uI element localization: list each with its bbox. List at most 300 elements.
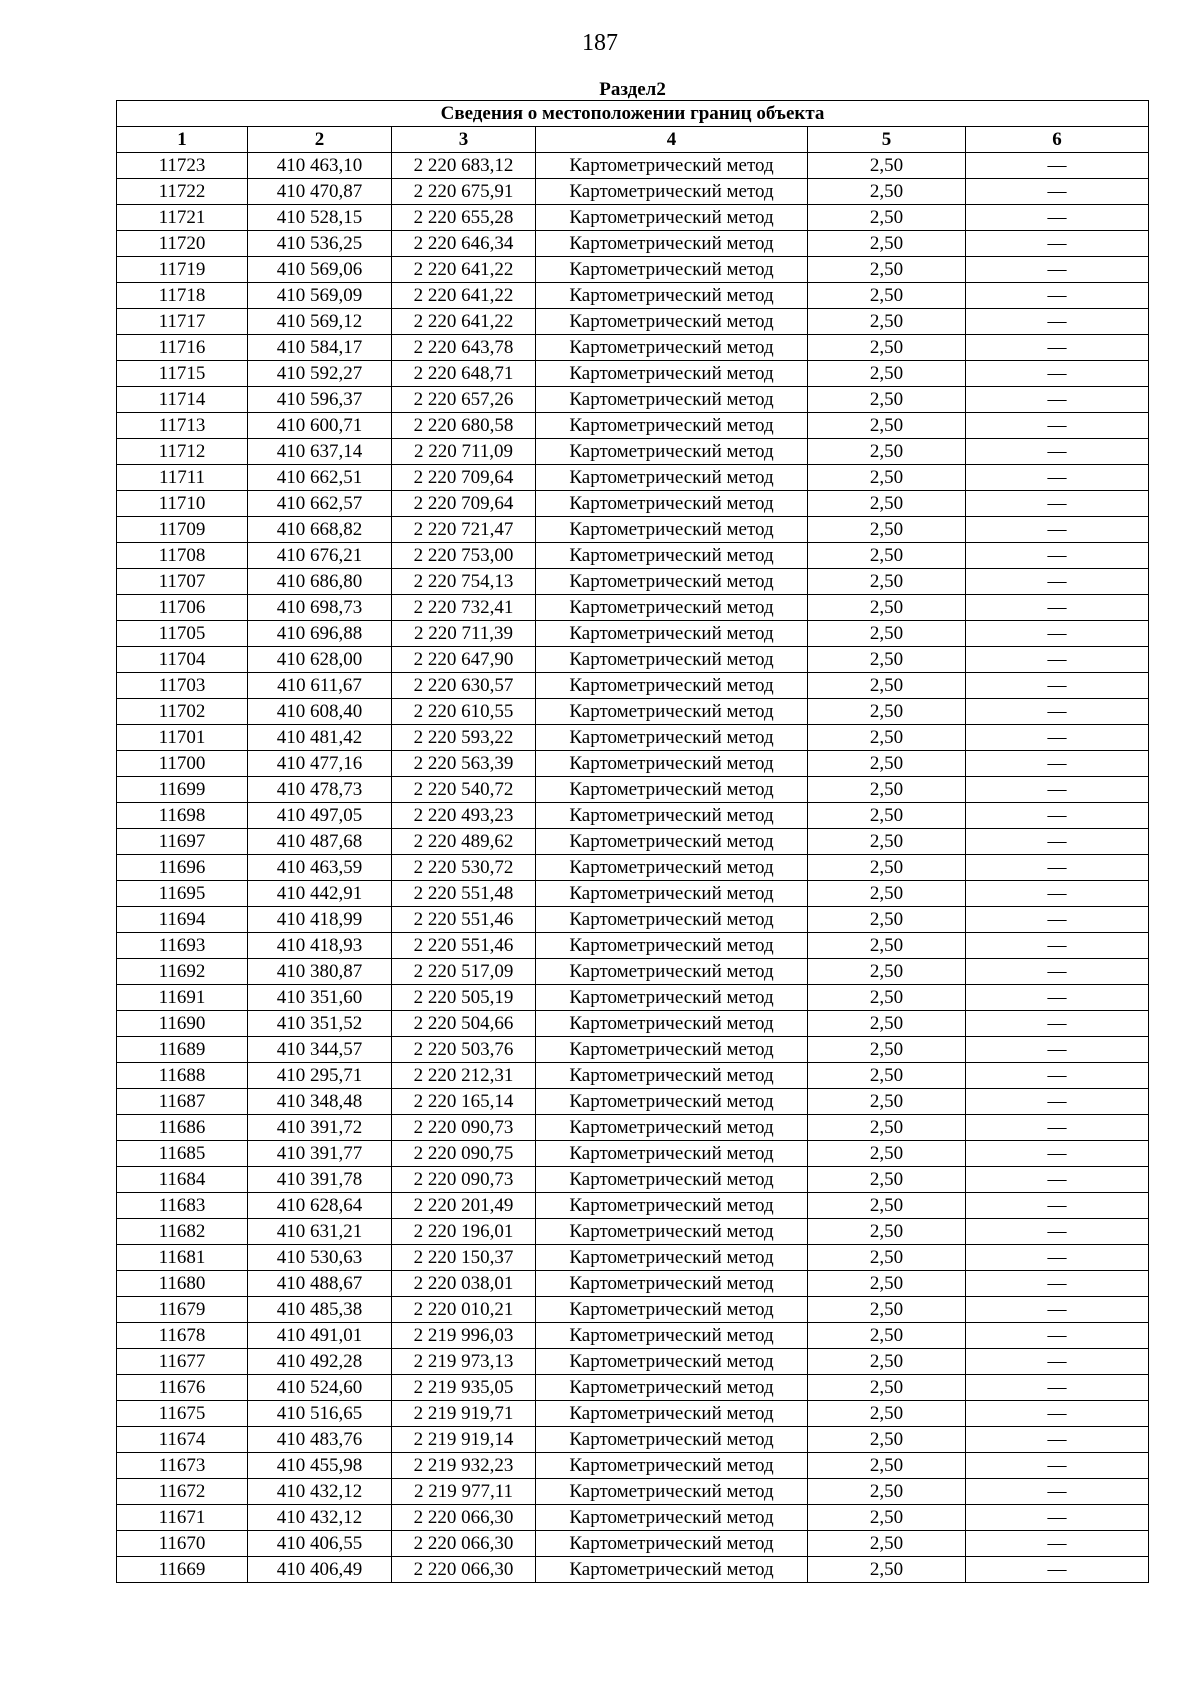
point-number-cell: 11697 [117, 829, 248, 855]
table-row [117, 1063, 1149, 1089]
note-cell: — [966, 1141, 1149, 1167]
boundary-coordinates-table [116, 80, 1149, 1583]
note-cell: — [966, 1323, 1149, 1349]
y-coordinate-cell: 2 220 504,66 [392, 1011, 536, 1037]
x-coordinate-cell: 410 528,15 [248, 205, 392, 231]
y-coordinate-cell: 2 220 655,28 [392, 205, 536, 231]
method-cell: Картометрический метод [536, 569, 808, 595]
y-coordinate-cell: 2 219 935,05 [392, 1375, 536, 1401]
y-coordinate-cell: 2 220 753,00 [392, 543, 536, 569]
y-coordinate-cell: 2 220 493,23 [392, 803, 536, 829]
table-row [117, 231, 1149, 257]
x-coordinate-cell: 410 406,55 [248, 1531, 392, 1557]
note-cell: — [966, 881, 1149, 907]
x-coordinate-cell: 410 698,73 [248, 595, 392, 621]
table-row [117, 1323, 1149, 1349]
note-cell: — [966, 1245, 1149, 1271]
x-coordinate-cell: 410 432,12 [248, 1505, 392, 1531]
note-cell: — [966, 257, 1149, 283]
table-row [117, 777, 1149, 803]
table-row [117, 933, 1149, 959]
accuracy-cell: 2,50 [808, 179, 966, 205]
method-cell: Картометрический метод [536, 803, 808, 829]
y-coordinate-cell: 2 220 683,12 [392, 153, 536, 179]
section-title: Раздел2 [599, 80, 666, 100]
point-number-cell: 11676 [117, 1375, 248, 1401]
x-coordinate-cell: 410 637,14 [248, 439, 392, 465]
table-row [117, 205, 1149, 231]
x-coordinate-cell: 410 418,99 [248, 907, 392, 933]
note-cell: — [966, 725, 1149, 751]
accuracy-cell: 2,50 [808, 985, 966, 1011]
table-row [117, 751, 1149, 777]
point-number-cell: 11721 [117, 205, 248, 231]
table-row [117, 1427, 1149, 1453]
accuracy-cell: 2,50 [808, 1479, 966, 1505]
note-cell: — [966, 517, 1149, 543]
x-coordinate-cell: 410 492,28 [248, 1349, 392, 1375]
y-coordinate-cell: 2 220 066,30 [392, 1557, 536, 1583]
table-row [117, 595, 1149, 621]
y-coordinate-cell: 2 220 732,41 [392, 595, 536, 621]
y-coordinate-cell: 2 220 711,09 [392, 439, 536, 465]
y-coordinate-cell: 2 220 212,31 [392, 1063, 536, 1089]
column-header: 1 [117, 127, 248, 153]
table-row [117, 491, 1149, 517]
accuracy-cell: 2,50 [808, 1271, 966, 1297]
method-cell: Картометрический метод [536, 881, 808, 907]
accuracy-cell: 2,50 [808, 1245, 966, 1271]
note-cell: — [966, 1271, 1149, 1297]
point-number-cell: 11696 [117, 855, 248, 881]
note-cell: — [966, 387, 1149, 413]
accuracy-cell: 2,50 [808, 517, 966, 543]
column-header: 6 [966, 127, 1149, 153]
y-coordinate-cell: 2 220 648,71 [392, 361, 536, 387]
method-cell: Картометрический метод [536, 543, 808, 569]
x-coordinate-cell: 410 483,76 [248, 1427, 392, 1453]
point-number-cell: 11670 [117, 1531, 248, 1557]
point-number-cell: 11712 [117, 439, 248, 465]
note-cell: — [966, 1349, 1149, 1375]
column-header: 3 [392, 127, 536, 153]
y-coordinate-cell: 2 220 610,55 [392, 699, 536, 725]
point-number-cell: 11708 [117, 543, 248, 569]
x-coordinate-cell: 410 463,59 [248, 855, 392, 881]
point-number-cell: 11702 [117, 699, 248, 725]
point-number-cell: 11693 [117, 933, 248, 959]
table-row [117, 1271, 1149, 1297]
y-coordinate-cell: 2 219 996,03 [392, 1323, 536, 1349]
column-header: 5 [808, 127, 966, 153]
x-coordinate-cell: 410 608,40 [248, 699, 392, 725]
point-number-cell: 11672 [117, 1479, 248, 1505]
y-coordinate-cell: 2 220 647,90 [392, 647, 536, 673]
x-coordinate-cell: 410 380,87 [248, 959, 392, 985]
note-cell: — [966, 1115, 1149, 1141]
method-cell: Картометрический метод [536, 387, 808, 413]
x-coordinate-cell: 410 516,65 [248, 1401, 392, 1427]
x-coordinate-cell: 410 596,37 [248, 387, 392, 413]
point-number-cell: 11674 [117, 1427, 248, 1453]
x-coordinate-cell: 410 487,68 [248, 829, 392, 855]
note-cell: — [966, 1531, 1149, 1557]
section-title-row [117, 80, 1149, 101]
point-number-cell: 11675 [117, 1401, 248, 1427]
method-cell: Картометрический метод [536, 1453, 808, 1479]
y-coordinate-cell: 2 220 517,09 [392, 959, 536, 985]
y-coordinate-cell: 2 220 505,19 [392, 985, 536, 1011]
y-coordinate-cell: 2 220 503,76 [392, 1037, 536, 1063]
table-row [117, 257, 1149, 283]
accuracy-cell: 2,50 [808, 673, 966, 699]
method-cell: Картометрический метод [536, 1219, 808, 1245]
table-row [117, 283, 1149, 309]
accuracy-cell: 2,50 [808, 1115, 966, 1141]
point-number-cell: 11707 [117, 569, 248, 595]
accuracy-cell: 2,50 [808, 1349, 966, 1375]
method-cell: Картометрический метод [536, 1479, 808, 1505]
x-coordinate-cell: 410 592,27 [248, 361, 392, 387]
table-row [117, 361, 1149, 387]
x-coordinate-cell: 410 442,91 [248, 881, 392, 907]
y-coordinate-cell: 2 220 489,62 [392, 829, 536, 855]
y-coordinate-cell: 2 220 680,58 [392, 413, 536, 439]
accuracy-cell: 2,50 [808, 1089, 966, 1115]
x-coordinate-cell: 410 497,05 [248, 803, 392, 829]
point-number-cell: 11679 [117, 1297, 248, 1323]
x-coordinate-cell: 410 524,60 [248, 1375, 392, 1401]
note-cell: — [966, 1401, 1149, 1427]
note-cell: — [966, 907, 1149, 933]
note-cell: — [966, 621, 1149, 647]
note-cell: — [966, 751, 1149, 777]
column-header: 4 [536, 127, 808, 153]
accuracy-cell: 2,50 [808, 491, 966, 517]
method-cell: Картометрический метод [536, 933, 808, 959]
point-number-cell: 11718 [117, 283, 248, 309]
method-cell: Картометрический метод [536, 153, 808, 179]
method-cell: Картометрический метод [536, 1271, 808, 1297]
table-row [117, 725, 1149, 751]
accuracy-cell: 2,50 [808, 153, 966, 179]
method-cell: Картометрический метод [536, 1505, 808, 1531]
x-coordinate-cell: 410 478,73 [248, 777, 392, 803]
x-coordinate-cell: 410 696,88 [248, 621, 392, 647]
note-cell: — [966, 1427, 1149, 1453]
y-coordinate-cell: 2 220 201,49 [392, 1193, 536, 1219]
table-title: Сведения о местоположении границ объекта [117, 101, 1149, 127]
point-number-cell: 11690 [117, 1011, 248, 1037]
x-coordinate-cell: 410 470,87 [248, 179, 392, 205]
table-row [117, 1349, 1149, 1375]
point-number-cell: 11678 [117, 1323, 248, 1349]
note-cell: — [966, 205, 1149, 231]
method-cell: Картометрический метод [536, 1141, 808, 1167]
accuracy-cell: 2,50 [808, 335, 966, 361]
method-cell: Картометрический метод [536, 1557, 808, 1583]
accuracy-cell: 2,50 [808, 699, 966, 725]
accuracy-cell: 2,50 [808, 543, 966, 569]
note-cell: — [966, 1193, 1149, 1219]
accuracy-cell: 2,50 [808, 1505, 966, 1531]
table-row [117, 1167, 1149, 1193]
method-cell: Картометрический метод [536, 1167, 808, 1193]
x-coordinate-cell: 410 295,71 [248, 1063, 392, 1089]
method-cell: Картометрический метод [536, 205, 808, 231]
table-row [117, 569, 1149, 595]
point-number-cell: 11680 [117, 1271, 248, 1297]
y-coordinate-cell: 2 220 150,37 [392, 1245, 536, 1271]
note-cell: — [966, 283, 1149, 309]
point-number-cell: 11711 [117, 465, 248, 491]
note-cell: — [966, 829, 1149, 855]
note-cell: — [966, 153, 1149, 179]
point-number-cell: 11698 [117, 803, 248, 829]
point-number-cell: 11692 [117, 959, 248, 985]
accuracy-cell: 2,50 [808, 1219, 966, 1245]
point-number-cell: 11673 [117, 1453, 248, 1479]
point-number-cell: 11722 [117, 179, 248, 205]
accuracy-cell: 2,50 [808, 855, 966, 881]
note-cell: — [966, 1167, 1149, 1193]
point-number-cell: 11695 [117, 881, 248, 907]
x-coordinate-cell: 410 569,09 [248, 283, 392, 309]
accuracy-cell: 2,50 [808, 907, 966, 933]
x-coordinate-cell: 410 631,21 [248, 1219, 392, 1245]
point-number-cell: 11717 [117, 309, 248, 335]
column-header-row [117, 127, 1149, 153]
y-coordinate-cell: 2 220 709,64 [392, 465, 536, 491]
point-number-cell: 11710 [117, 491, 248, 517]
x-coordinate-cell: 410 668,82 [248, 517, 392, 543]
y-coordinate-cell: 2 220 540,72 [392, 777, 536, 803]
x-coordinate-cell: 410 584,17 [248, 335, 392, 361]
note-cell: — [966, 647, 1149, 673]
accuracy-cell: 2,50 [808, 621, 966, 647]
point-number-cell: 11720 [117, 231, 248, 257]
y-coordinate-cell: 2 219 977,11 [392, 1479, 536, 1505]
point-number-cell: 11686 [117, 1115, 248, 1141]
table-row [117, 1141, 1149, 1167]
x-coordinate-cell: 410 686,80 [248, 569, 392, 595]
method-cell: Картометрический метод [536, 959, 808, 985]
x-coordinate-cell: 410 569,12 [248, 309, 392, 335]
table-row [117, 699, 1149, 725]
method-cell: Картометрический метод [536, 439, 808, 465]
accuracy-cell: 2,50 [808, 933, 966, 959]
x-coordinate-cell: 410 477,16 [248, 751, 392, 777]
point-number-cell: 11709 [117, 517, 248, 543]
x-coordinate-cell: 410 569,06 [248, 257, 392, 283]
note-cell: — [966, 491, 1149, 517]
table-row [117, 1557, 1149, 1583]
note-cell: — [966, 439, 1149, 465]
method-cell: Картометрический метод [536, 1245, 808, 1271]
table-row [117, 1193, 1149, 1219]
y-coordinate-cell: 2 220 563,39 [392, 751, 536, 777]
note-cell: — [966, 1479, 1149, 1505]
method-cell: Картометрический метод [536, 985, 808, 1011]
note-cell: — [966, 179, 1149, 205]
table-row [117, 829, 1149, 855]
y-coordinate-cell: 2 219 919,71 [392, 1401, 536, 1427]
note-cell: — [966, 1505, 1149, 1531]
note-cell: — [966, 1219, 1149, 1245]
note-cell: — [966, 959, 1149, 985]
method-cell: Картометрический метод [536, 621, 808, 647]
x-coordinate-cell: 410 536,25 [248, 231, 392, 257]
x-coordinate-cell: 410 485,38 [248, 1297, 392, 1323]
table-row [117, 517, 1149, 543]
note-cell: — [966, 1089, 1149, 1115]
accuracy-cell: 2,50 [808, 231, 966, 257]
point-number-cell: 11688 [117, 1063, 248, 1089]
table-row [117, 1037, 1149, 1063]
y-coordinate-cell: 2 220 657,26 [392, 387, 536, 413]
method-cell: Картометрический метод [536, 673, 808, 699]
method-cell: Картометрический метод [536, 517, 808, 543]
point-number-cell: 11706 [117, 595, 248, 621]
method-cell: Картометрический метод [536, 1323, 808, 1349]
y-coordinate-cell: 2 220 754,13 [392, 569, 536, 595]
y-coordinate-cell: 2 220 066,30 [392, 1505, 536, 1531]
method-cell: Картометрический метод [536, 1427, 808, 1453]
accuracy-cell: 2,50 [808, 1557, 966, 1583]
point-number-cell: 11687 [117, 1089, 248, 1115]
table-row [117, 959, 1149, 985]
note-cell: — [966, 985, 1149, 1011]
table-row [117, 1401, 1149, 1427]
page-number: 187 [582, 30, 618, 56]
accuracy-cell: 2,50 [808, 881, 966, 907]
accuracy-cell: 2,50 [808, 569, 966, 595]
table-row [117, 855, 1149, 881]
point-number-cell: 11719 [117, 257, 248, 283]
y-coordinate-cell: 2 220 090,75 [392, 1141, 536, 1167]
x-coordinate-cell: 410 348,48 [248, 1089, 392, 1115]
method-cell: Картометрический метод [536, 283, 808, 309]
x-coordinate-cell: 410 491,01 [248, 1323, 392, 1349]
point-number-cell: 11704 [117, 647, 248, 673]
method-cell: Картометрический метод [536, 647, 808, 673]
x-coordinate-cell: 410 391,78 [248, 1167, 392, 1193]
method-cell: Картометрический метод [536, 413, 808, 439]
table-row [117, 985, 1149, 1011]
note-cell: — [966, 595, 1149, 621]
accuracy-cell: 2,50 [808, 751, 966, 777]
table-row [117, 1479, 1149, 1505]
x-coordinate-cell: 410 463,10 [248, 153, 392, 179]
accuracy-cell: 2,50 [808, 1375, 966, 1401]
accuracy-cell: 2,50 [808, 1427, 966, 1453]
point-number-cell: 11677 [117, 1349, 248, 1375]
table-row [117, 1219, 1149, 1245]
note-cell: — [966, 543, 1149, 569]
table-row [117, 309, 1149, 335]
table-row [117, 1297, 1149, 1323]
x-coordinate-cell: 410 662,57 [248, 491, 392, 517]
method-cell: Картометрический метод [536, 1063, 808, 1089]
method-cell: Картометрический метод [536, 1089, 808, 1115]
accuracy-cell: 2,50 [808, 725, 966, 751]
point-number-cell: 11723 [117, 153, 248, 179]
accuracy-cell: 2,50 [808, 1453, 966, 1479]
method-cell: Картометрический метод [536, 751, 808, 777]
table-row [117, 1531, 1149, 1557]
note-cell: — [966, 413, 1149, 439]
method-cell: Картометрический метод [536, 699, 808, 725]
point-number-cell: 11703 [117, 673, 248, 699]
note-cell: — [966, 933, 1149, 959]
y-coordinate-cell: 2 220 675,91 [392, 179, 536, 205]
note-cell: — [966, 569, 1149, 595]
method-cell: Картометрический метод [536, 1011, 808, 1037]
note-cell: — [966, 309, 1149, 335]
table-row [117, 153, 1149, 179]
table-row [117, 387, 1149, 413]
point-number-cell: 11684 [117, 1167, 248, 1193]
point-number-cell: 11705 [117, 621, 248, 647]
table-row [117, 673, 1149, 699]
accuracy-cell: 2,50 [808, 413, 966, 439]
table-row [117, 1115, 1149, 1141]
table-row [117, 907, 1149, 933]
accuracy-cell: 2,50 [808, 1401, 966, 1427]
table-row [117, 1245, 1149, 1271]
note-cell: — [966, 1011, 1149, 1037]
accuracy-cell: 2,50 [808, 439, 966, 465]
method-cell: Картометрический метод [536, 335, 808, 361]
table-row [117, 1375, 1149, 1401]
x-coordinate-cell: 410 611,67 [248, 673, 392, 699]
table-title-row [117, 101, 1149, 127]
accuracy-cell: 2,50 [808, 283, 966, 309]
y-coordinate-cell: 2 220 165,14 [392, 1089, 536, 1115]
x-coordinate-cell: 410 391,72 [248, 1115, 392, 1141]
y-coordinate-cell: 2 219 932,23 [392, 1453, 536, 1479]
point-number-cell: 11701 [117, 725, 248, 751]
accuracy-cell: 2,50 [808, 1323, 966, 1349]
y-coordinate-cell: 2 220 641,22 [392, 309, 536, 335]
note-cell: — [966, 1375, 1149, 1401]
x-coordinate-cell: 410 455,98 [248, 1453, 392, 1479]
note-cell: — [966, 1453, 1149, 1479]
note-cell: — [966, 699, 1149, 725]
x-coordinate-cell: 410 351,52 [248, 1011, 392, 1037]
point-number-cell: 11689 [117, 1037, 248, 1063]
table-row [117, 179, 1149, 205]
x-coordinate-cell: 410 662,51 [248, 465, 392, 491]
x-coordinate-cell: 410 481,42 [248, 725, 392, 751]
method-cell: Картометрический метод [536, 257, 808, 283]
method-cell: Картометрический метод [536, 855, 808, 881]
note-cell: — [966, 1037, 1149, 1063]
y-coordinate-cell: 2 220 646,34 [392, 231, 536, 257]
method-cell: Картометрический метод [536, 1297, 808, 1323]
table-row [117, 543, 1149, 569]
y-coordinate-cell: 2 220 090,73 [392, 1115, 536, 1141]
y-coordinate-cell: 2 220 090,73 [392, 1167, 536, 1193]
y-coordinate-cell: 2 220 711,39 [392, 621, 536, 647]
point-number-cell: 11685 [117, 1141, 248, 1167]
x-coordinate-cell: 410 488,67 [248, 1271, 392, 1297]
method-cell: Картометрический метод [536, 1037, 808, 1063]
note-cell: — [966, 465, 1149, 491]
point-number-cell: 11683 [117, 1193, 248, 1219]
x-coordinate-cell: 410 600,71 [248, 413, 392, 439]
table-row [117, 1505, 1149, 1531]
